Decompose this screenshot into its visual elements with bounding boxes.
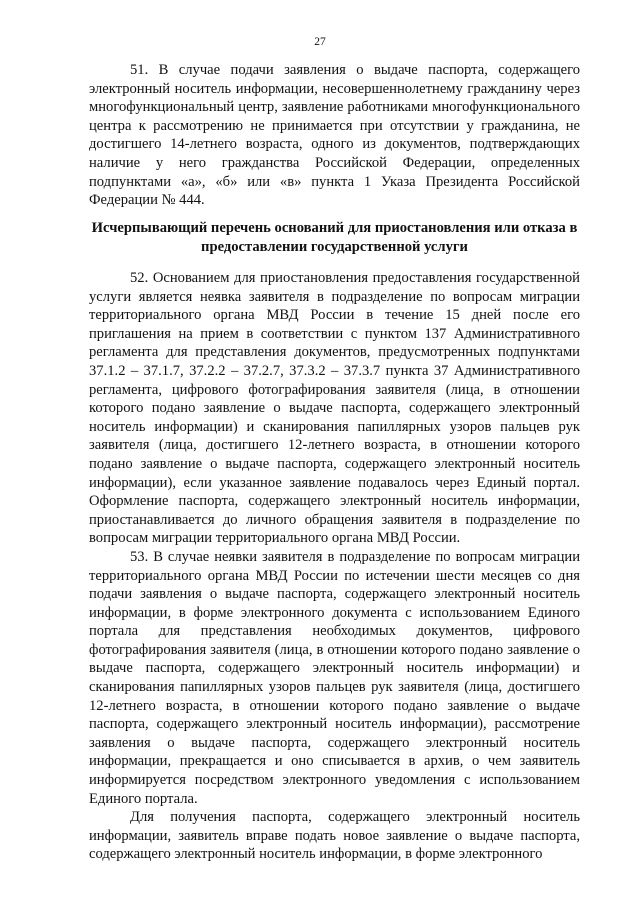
paragraph-52: 52. Основанием для приостановления предоставления государственной услуги является неявка заявителя в подразделение по вопросам миграции территориального органа МВД России в течение 15 дней после его приглашения на прием в соответствии с пунктом 137 Административного регламента для представления документов, предусмотренных подпунктами 37.1.2 – 37.1.7, 37.2.2 – 37.2.7, 37.3.2 – 37.3.7 пункта 37 Административного регламента, цифрового фотографирования заявителя (лица, в отношении которого подано заявление о выдаче паспорта, содержащего электронный носитель информации) и сканирования папиллярных узоров пальцев рук заявителя (лица, достигшего 12-летнего возраста, в отношении которого подано заявление о выдаче паспорта, содержащего электронный носитель информации), если указанное заявление подавалось через Единый портал. Оформление паспорта, содержащего электронный носитель информации, приостанавливается до личного обращения заявителя в подразделение по вопросам миграции территориального органа МВД России. xyxy=(89,270,580,547)
section-paragraphs-52-53 xyxy=(89,269,580,864)
section-heading: Исчерпывающий перечень оснований для приостановления или отказа в предоставлении государственной услуги xyxy=(91,220,578,255)
paragraph-51: 51. В случае подачи заявления о выдаче паспорта, содержащего электронный носитель информации, несовершеннолетнему гражданину через многофункциональный центр, заявление работниками многофункционального центра к рассмотрению не принимается при отсутствии у гражданина, не достигшего 14-летнего возраста, одного из документов, подтверждающих наличие у него гражданства Российской Федерации, определенных подпунктами «а», «б» или «в» пункта 1 Указа Президента Российской Федерации № 444. xyxy=(89,62,580,209)
section-paragraph-51 xyxy=(89,61,580,210)
paragraph-53-continuation: Для получения паспорта, содержащего электронный носитель информации, заявитель вправе подать новое заявление о выдаче паспорта, содержащего электронный носитель информации, в форме электронного xyxy=(89,809,580,863)
paragraph-53: 53. В случае неявки заявителя в подразделение по вопросам миграции территориального органа МВД России по истечении шести месяцев со дня подачи заявления о выдаче паспорта, содержащего электронный носитель информации, в форме электронного документа с использованием Единого портала для представления необходимых документов, цифрового фотографирования заявителя (лица, в отношении которого подано заявление о выдаче паспорта, содержащего электронный носитель информации) и сканирования папиллярных узоров пальцев рук заявителя (лица, достигшего 12-летнего возраста, в отношении которого подано заявление о выдаче паспорта, содержащего электронный носитель информации), рассмотрение заявления о выдаче паспорта, содержащего электронный носитель информации, прекращается и оно списывается в архив, о чем заявитель информируется посредством электронного уведомления с использованием Единого портала. xyxy=(89,548,580,807)
page-number: 27 xyxy=(314,36,326,48)
